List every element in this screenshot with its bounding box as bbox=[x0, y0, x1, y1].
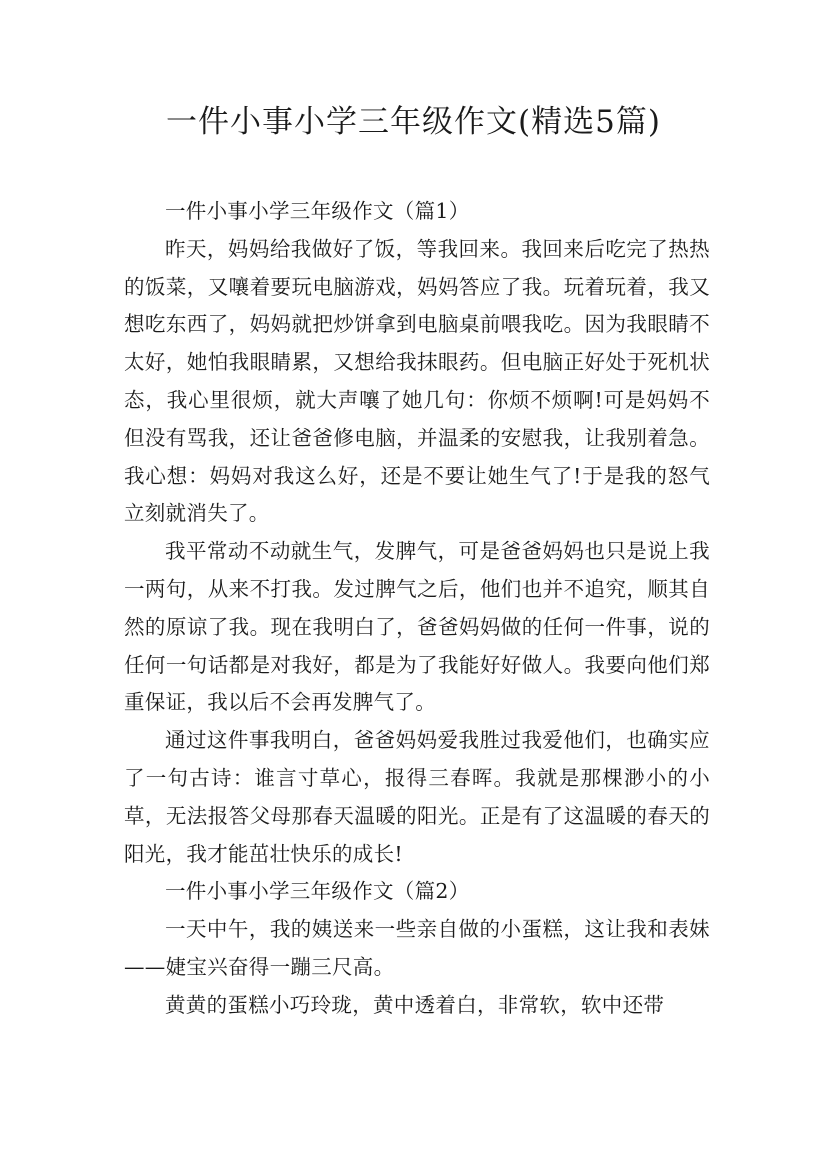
paragraph: 一天中午，我的姨送来一些亲自做的小蛋糕，这让我和表妹——婕宝兴奋得一蹦三尺高。 bbox=[124, 917, 710, 979]
paragraph: 黄黄的蛋糕小巧玲珑，黄中透着白，非常软，软中还带 bbox=[165, 992, 665, 1017]
section-heading: 一件小事小学三年级作文（篇1） bbox=[165, 199, 470, 223]
paragraph: 通过这件事我明白，爸爸妈妈爱我胜过我爱他们，也确实应了一句古诗：谁言寸草心，报得三春晖。我就是那棵渺小的小草，无法报答父母那春天温暖的阳光。正是有了这温暖的春天的阳光，我才能茁壮快乐的成长! bbox=[124, 728, 710, 866]
section-heading: 一件小事小学三年级作文（篇2） bbox=[165, 879, 470, 904]
document-body bbox=[124, 193, 710, 1025]
document-title: 一件小事小学三年级作文(精选5篇) bbox=[166, 104, 661, 140]
paragraph: 我平常动不动就生气，发脾气，可是爸爸妈妈也只是说上我一两句，从来不打我。发过脾气之后，他们也并不追究，顺其自然的原谅了我。现在我明白了，爸爸妈妈做的任何一件事，说的任何一句话都是对我好，都是为了我能好好做人。我要向他们郑重保证，我以后不会再发脾气了。 bbox=[124, 539, 710, 715]
paragraph: 昨天，妈妈给我做好了饭，等我回来。我回来后吃完了热热的饭菜，又嚷着要玩电脑游戏，妈妈答应了我。玩着玩着，我又想吃东西了，妈妈就把炒饼拿到电脑桌前喂我吃。因为我眼睛不太好，她怕我眼睛累，又想给我抹眼药。但电脑正好处于死机状态，我心里很烦，就大声嚷了她几句：你烦不烦啊!可是妈妈不但没有骂我，还让爸爸修电脑，并温柔的安慰我，让我别着急。我心想：妈妈对我这么好，还是不要让她生气了!于是我的怒气立刻就消失了。 bbox=[124, 236, 710, 526]
